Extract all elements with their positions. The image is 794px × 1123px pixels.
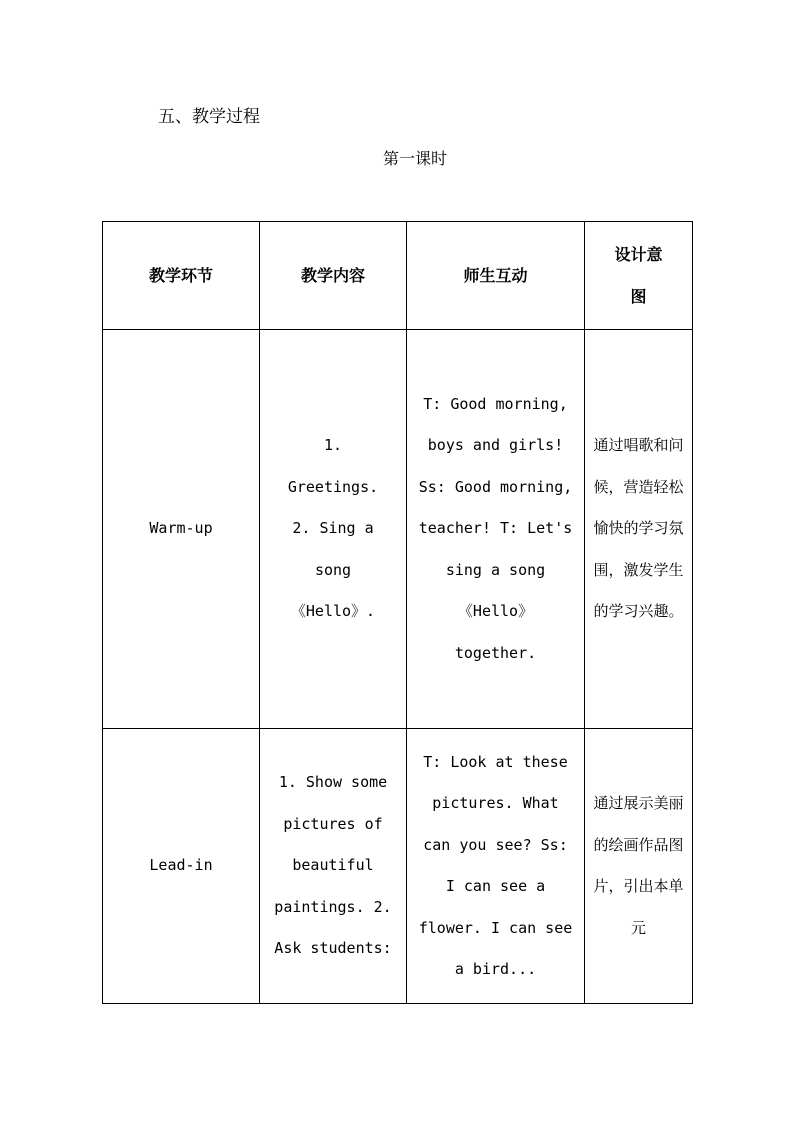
lesson-title: 第一课时 <box>382 149 447 168</box>
header-content: 教学内容 <box>260 222 407 330</box>
header-interaction: 师生互动 <box>407 222 585 330</box>
teaching-process-table <box>102 221 693 1004</box>
interaction-cell: T: Good morning, boys and girls! Ss: Good morning, teacher! T: Let's sing a song 《Hello》 together. <box>407 330 585 729</box>
content-cell: 1. Greetings. 2. Sing a song 《Hello》. <box>260 330 407 729</box>
table-row <box>103 330 693 729</box>
table-row <box>103 729 693 1004</box>
stage-cell: Lead-in <box>103 729 260 1004</box>
table-header-row <box>103 222 693 330</box>
section-heading: 五、教学过程 <box>158 107 260 127</box>
header-intent: 设计意图 <box>585 222 693 330</box>
header-stage: 教学环节 <box>103 222 260 330</box>
intent-cell: 通过唱歌和问候，营造轻松愉快的学习氛围，激发学生的学习兴趣。 <box>585 330 693 729</box>
intent-cell: 通过展示美丽的绘画作品图片，引出本单元 <box>585 729 693 1004</box>
interaction-cell: T: Look at these pictures. What can you see? Ss: I can see a flower. I can see a bird... <box>407 729 585 1004</box>
content-cell: 1. Show some pictures of beautiful paintings. 2. Ask students: <box>260 729 407 1004</box>
stage-cell: Warm-up <box>103 330 260 729</box>
